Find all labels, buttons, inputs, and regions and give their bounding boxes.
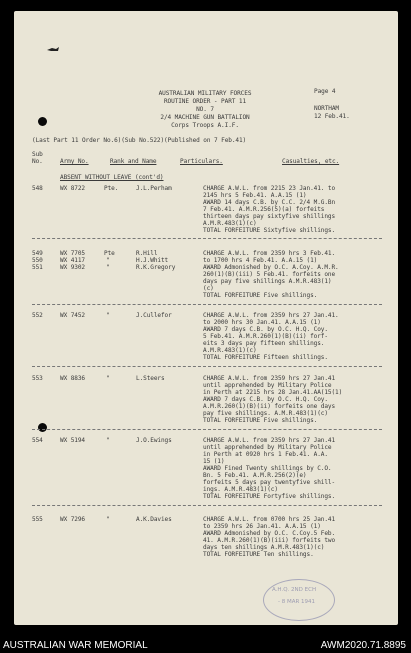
soldier-name: J.O.Ewings	[136, 437, 172, 444]
particulars-line: thirteen days pay sixtyfive shillings	[203, 213, 336, 220]
row-divider	[32, 304, 382, 305]
rank: Pte.	[104, 185, 119, 192]
sub-no: 548	[32, 185, 43, 192]
header-line-5: Corps Troops A.I.F.	[171, 122, 239, 129]
punch-hole	[38, 423, 47, 432]
particulars-line: 7 Feb.41. A.M.R.256(5)(a) forfeits	[203, 206, 325, 213]
place: NORTHAM	[314, 105, 339, 112]
particulars-line: days pay five shillings A.M.R.483(1)	[203, 278, 332, 285]
stamp-line-2: - 8 MAR 1941	[278, 599, 316, 605]
rank: "	[106, 257, 110, 264]
particulars-line: CHARGE A.W.L. from 2215 23 Jan.41. to	[203, 185, 336, 192]
particulars-line: TOTAL FORFEITURE Sixtyfive shillings.	[203, 227, 336, 234]
army-no: WX 7705	[60, 250, 85, 257]
col-casualties: Casualties, etc.	[282, 158, 340, 165]
particulars-line: (c)	[203, 285, 214, 292]
row-divider	[32, 366, 382, 367]
particulars-line: AWARD 14 days C.B. by C.C. 2/4 M.G.Bn	[203, 199, 336, 206]
soldier-name: A.K.Davies	[136, 516, 172, 523]
ink-mark	[47, 47, 59, 52]
army-no: WX 8722	[60, 185, 85, 192]
row-divider	[32, 238, 382, 239]
particulars-line: AWARD Admonished by O.C. A.Coy. A.M.R.	[203, 264, 339, 271]
soldier-name: J.Cullefor	[136, 312, 172, 319]
row-divider	[32, 429, 382, 430]
particulars-line: 15 (1)	[203, 458, 225, 465]
particulars-line: ings. A.M.R.483(1)(c)	[203, 486, 278, 493]
sub-no: 555	[32, 516, 43, 523]
particulars-line: until apprehended by Military Police	[203, 444, 332, 451]
rank: "	[106, 312, 110, 319]
sub-no: 549	[32, 250, 43, 257]
particulars-line: A.M.R.260(1)(B)(ii) forfeits one days	[203, 403, 336, 410]
date: 12 Feb.41.	[314, 113, 350, 120]
particulars-line: AWARD 7 days C.B. by O.C. H.Q. Coy.	[203, 396, 328, 403]
col-sub: Sub	[32, 151, 43, 158]
particulars-line: A.M.R.483(1)(c)	[203, 347, 257, 354]
page-number: Page 4	[314, 88, 336, 95]
army-no: WX 7452	[60, 312, 85, 319]
section-title: ABSENT WITHOUT LEAVE (cont'd)	[60, 174, 164, 181]
army-no: WX 5194	[60, 437, 85, 444]
particulars-line: to 1700 hrs 4 Feb.41. A.A.15 (1)	[203, 257, 318, 264]
particulars-line: Bn. 5 Feb.41. A.M.R.256(2)(e)	[203, 472, 307, 479]
particulars-line: 260(1)(B)(iii) 5 Feb.41. forfeits one	[203, 271, 336, 278]
particulars-line: TOTAL FORFEITURE Fifteen shillings.	[203, 354, 328, 361]
stamp-line-1: A.H.Q. 2ND ECH	[272, 587, 317, 593]
header-line-1: AUSTRALIAN MILITARY FORCES	[158, 90, 252, 97]
sub-no: 552	[32, 312, 43, 319]
particulars-line: TOTAL FORFEITURE Fortyfive shillings.	[203, 493, 336, 500]
soldier-name: H.J.Whitt	[136, 257, 169, 264]
rank: Pte	[104, 250, 115, 257]
particulars-line: AWARD Admonished by O.C. C.Coy.5 Feb.	[203, 530, 336, 537]
particulars-line: eits 3 days pay fifteen shillings.	[203, 340, 325, 347]
particulars-line: CHARGE A.W.L. from 2359 hrs 27 Jan.41	[203, 437, 336, 444]
particulars-line: in Perth at 0920 hrs 1 Feb.41. A.A.	[203, 451, 328, 458]
col-particulars: Particulars.	[180, 158, 223, 165]
soldier-name: L.Steers	[136, 375, 165, 382]
col-army-no: Army No.	[60, 158, 89, 165]
order-reference: (Last Part 11 Order No.6)(Sub No.522)(Published on 7 Feb.41)	[32, 137, 247, 144]
particulars-line: 5 Feb.41. A.M.R.260(1)(B)(ii) forf-	[203, 333, 328, 340]
sub-no: 553	[32, 375, 43, 382]
particulars-line: CHARGE A.W.L. from 0700 hrs 25 Jan.41	[203, 516, 336, 523]
particulars-line: TOTAL FORFEITURE Five shillings.	[203, 292, 318, 299]
soldier-name: J.L.Perham	[136, 185, 172, 192]
col-rank-name: Rank and Name	[110, 158, 157, 165]
particulars-line: to 2359 hrs 26 Jan.41. A.A.15 (1)	[203, 523, 321, 530]
rank: "	[106, 516, 110, 523]
particulars-line: CHARGE A.W.L. from 2359 hrs 27 Jan.41.	[203, 312, 339, 319]
particulars-line: AWARD 7 days C.B. by O.C. H.Q. Coy.	[203, 326, 328, 333]
particulars-line: 41. A.M.R.260(1)(B)(iii) forfeits two	[203, 537, 336, 544]
particulars-line: AWARD Fined Twenty shillings by C.O.	[203, 465, 332, 472]
army-no: WX 9302	[60, 264, 85, 271]
soldier-name: R.K.Gregory	[136, 264, 176, 271]
army-no: WX 8836	[60, 375, 85, 382]
rank: "	[106, 437, 110, 444]
particulars-line: TOTAL FORFEITURE Ten shillings.	[203, 551, 314, 558]
particulars-line: in Perth at 2215 hrs 28 Jan.41.AA(15(1)	[203, 389, 343, 396]
rank: "	[106, 375, 110, 382]
header-line-3: NO. 7	[196, 106, 214, 113]
soldier-name: R.Hill	[136, 250, 158, 257]
army-no: WX 4117	[60, 257, 85, 264]
particulars-line: CHARGE A.W.L. from 2359 hrs 27 Jan.41	[203, 375, 336, 382]
rank: "	[106, 264, 110, 271]
particulars-line: pay five shillings. A.M.R.483(1)(c)	[203, 410, 328, 417]
punch-hole	[38, 117, 47, 126]
header-line-4: 2/4 MACHINE GUN BATTALION	[160, 114, 250, 121]
particulars-line: to 2000 hrs 30 Jan.41. A.A.15 (1)	[203, 319, 321, 326]
row-divider	[32, 505, 382, 506]
sub-no: 554	[32, 437, 43, 444]
particulars-line: until apprehended by Military Police	[203, 382, 332, 389]
footer-credit: AUSTRALIAN WAR MEMORIAL	[3, 640, 148, 651]
particulars-line: TOTAL FORFEITURE Five shillings.	[203, 417, 318, 424]
received-stamp	[263, 579, 335, 621]
sub-no: 550	[32, 257, 43, 264]
footer-accession-no: AWM2020.71.8895	[320, 640, 406, 651]
header-line-2: ROUTINE ORDER - PART 11	[163, 98, 247, 105]
sub-no: 551	[32, 264, 43, 271]
particulars-line: forfeits 5 days pay twentyfive shill-	[203, 479, 336, 486]
particulars-line: 2145 hrs 5 Feb.41. A.A.15 (1)	[203, 192, 307, 199]
particulars-line: A.M.R.483(1)(c)	[203, 220, 257, 227]
army-no: WX 7296	[60, 516, 85, 523]
particulars-line: days ten shillings A.M.R.483(1)(c)	[203, 544, 325, 551]
particulars-line: CHARGE A.W.L. from 2359 hrs 3 Feb.41.	[203, 250, 336, 257]
col-sub-no: No.	[32, 158, 43, 165]
document-page	[14, 11, 398, 625]
footer-bar	[0, 626, 411, 653]
